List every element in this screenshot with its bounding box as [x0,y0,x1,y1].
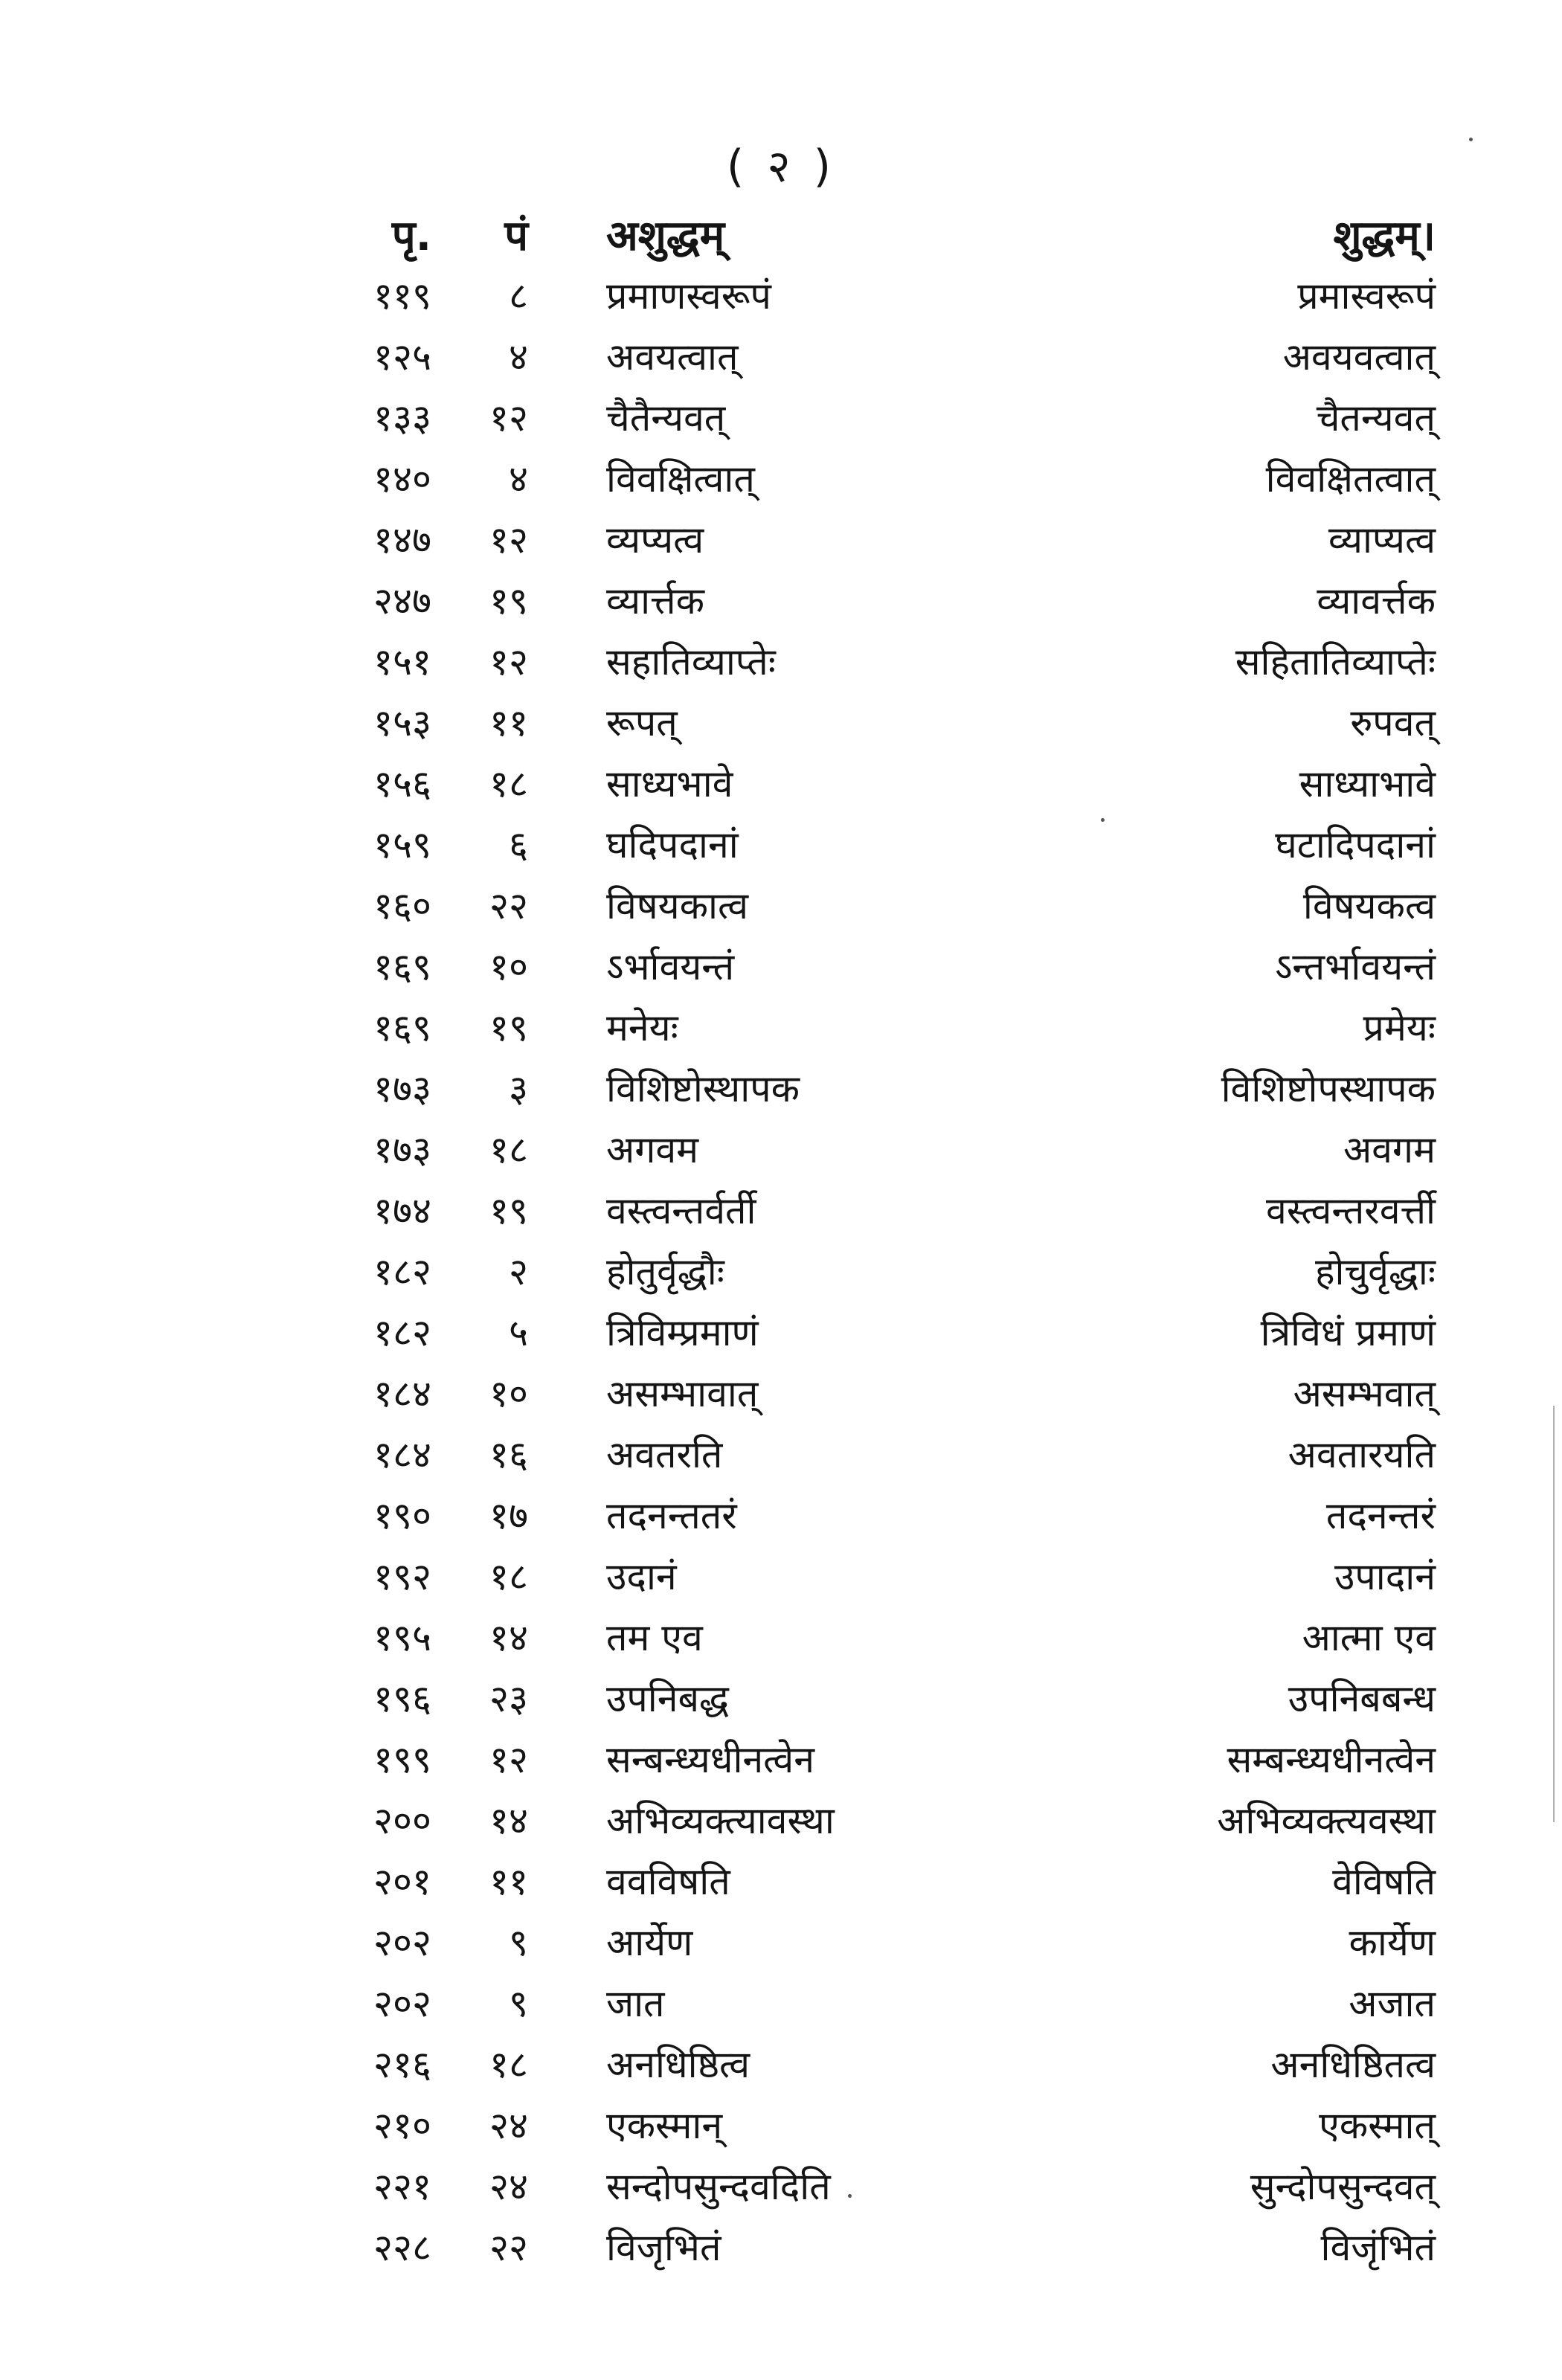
line-number-cell: १० [489,945,528,988]
page-number-cell: १४० [373,457,431,501]
page-number-cell: १९२ [373,1555,431,1598]
header-line: पं [504,212,528,260]
incorrect-reading: होतुर्वृद्धौः [606,1250,724,1293]
line-number-cell: १८ [489,2043,528,2086]
correct-reading: होचुर्वृद्धाः [1314,1250,1436,1293]
page-number-cell: १४७ [373,518,431,562]
line-number-cell: १४ [489,1799,528,1842]
page-number-cell: १७४ [373,1189,431,1232]
line-number-cell: २४ [489,2104,528,2147]
incorrect-reading: प्रमाणस्वरूपं [606,274,771,318]
incorrect-reading: अगवम [606,1128,699,1171]
line-number-cell: ४ [509,335,528,379]
line-number-cell: ९ [509,1982,528,2025]
erratum-row [0,510,1562,570]
correct-reading: विजृंभितं [1320,2226,1436,2269]
page-number-cell: १७३ [373,1067,431,1110]
page-number-cell: २२१ [373,2165,431,2208]
correct-reading: आत्मा एव [1302,1616,1436,1659]
correct-reading: व्यावर्त्तक [1317,579,1436,623]
correct-reading: साध्याभावे [1299,762,1436,805]
erratum-row [0,937,1562,997]
correct-reading: अवयवत्वात् [1282,335,1436,379]
erratum-row [0,876,1562,936]
correct-reading: उपादानं [1334,1555,1436,1598]
correct-reading: असम्भवात् [1293,1372,1436,1415]
erratum-row [0,266,1562,326]
line-number-cell: १६ [489,1433,528,1476]
correct-reading: प्रमास्वरूपं [1297,274,1436,318]
incorrect-reading: विषयकात्व [606,884,749,927]
incorrect-reading: चैतैन्यवत् [606,396,726,440]
incorrect-reading: वस्त्वन्तर्वर्ती [606,1189,756,1232]
correct-reading: ऽन्तर्भावयन्तं [1274,945,1436,988]
correct-reading: वेविषति [1332,1860,1436,1903]
erratum-row [0,1120,1562,1180]
line-number-cell: ६ [509,823,528,866]
scan-edge-mark [1553,1406,1555,1822]
correct-reading: घटादिपदानां [1275,823,1436,866]
incorrect-reading: उदानं [606,1555,677,1598]
incorrect-reading: जात [606,1982,665,2025]
line-number-cell: १२ [489,518,528,562]
page-number-cell: १६० [373,884,431,927]
page-number-cell: १८२ [373,1250,431,1293]
header-incorrect: अशुद्धम् [606,212,725,260]
page-number: ( २ ) [726,141,836,193]
line-number-cell: ४ [509,457,528,501]
erratum-row [0,1608,1562,1667]
incorrect-reading: अवतरति [606,1433,723,1476]
line-number-cell: १० [489,1372,528,1415]
line-number-cell: २२ [489,884,528,927]
erratum-row [0,1486,1562,1546]
incorrect-reading: सन्बन्ध्यधीनत्वेन [606,1738,814,1781]
errata-header-row [0,207,1562,266]
correct-reading: एकस्मात् [1319,2104,1436,2147]
line-number-cell: ८ [509,274,528,318]
line-number-cell: २४ [489,2165,528,2208]
incorrect-reading: विजृभितं [606,2226,721,2269]
incorrect-reading: एकस्मान् [606,2104,723,2147]
correct-reading: कार्येण [1349,1921,1436,1964]
line-number-cell: १९ [489,1189,528,1232]
incorrect-reading: साध्यभावे [606,762,733,805]
incorrect-reading: उपनिबद्ध [606,1677,729,1720]
line-number-cell: १८ [489,1555,528,1598]
line-number-cell: १९ [489,1006,528,1049]
line-number-cell: २२ [489,2226,528,2269]
erratum-row [0,2218,1562,2277]
scan-speck [1469,138,1473,141]
line-number-cell: ११ [489,1860,528,1903]
scan-speck [848,2194,852,2198]
page-number-cell: १९५ [373,1616,431,1659]
correct-reading: तदनन्तरं [1325,1494,1436,1537]
erratum-row [0,632,1562,692]
correct-reading: अवगम [1343,1128,1436,1171]
erratum-row [0,1791,1562,1850]
incorrect-reading: ऽर्भावयन्तं [606,945,735,988]
incorrect-reading: आर्येण [606,1921,693,1964]
erratum-row [0,1242,1562,1302]
correct-reading: वस्त्वन्तरवर्त्ती [1266,1189,1436,1232]
erratum-row [0,571,1562,631]
correct-reading: विशिष्टोपस्थापक [1221,1067,1436,1110]
line-number-cell: २ [509,1250,528,1293]
page-number-cell: १६९ [373,945,431,988]
page-number-cell: २१६ [373,2043,431,2086]
correct-reading: अवतारयति [1288,1433,1436,1476]
correct-reading: अभिव्यक्त्यवस्था [1217,1799,1436,1842]
line-number-cell: १२ [489,1738,528,1781]
page-number-cell: १९९ [373,1738,431,1781]
page-number-cell: ११९ [373,274,431,318]
erratum-row [0,1364,1562,1424]
correct-reading: रुपवत् [1350,701,1436,744]
erratum-row [0,1974,1562,2033]
page-number-cell: १८४ [373,1433,431,1476]
correct-reading: सुन्दोपसुन्दवत् [1250,2165,1436,2208]
page-number-cell: १८२ [373,1311,431,1354]
correct-reading: व्याप्यत्व [1328,518,1436,562]
incorrect-reading: विवक्षित्वात् [606,457,755,501]
erratum-row [0,1913,1562,1972]
page-number-cell: २२८ [373,2226,431,2269]
page-number-cell: १९६ [373,1677,431,1720]
incorrect-reading: सन्दोपसुन्दवदिति [606,2165,831,2208]
scan-speck [1101,818,1105,822]
page-number-cell: १८४ [373,1372,431,1415]
erratum-row [0,1059,1562,1119]
incorrect-reading: अवयत्वात् [606,335,739,379]
incorrect-reading: अनधिष्ठित्व [606,2043,751,2086]
incorrect-reading: तदनन्ततरं [606,1494,737,1537]
incorrect-reading: रूपत् [606,701,678,744]
line-number-cell: ११ [489,701,528,744]
page-number-cell: २०२ [373,1982,431,2025]
line-number-cell: १२ [489,640,528,684]
line-number-cell: २३ [489,1677,528,1720]
erratum-row [0,1730,1562,1789]
erratum-row [0,754,1562,814]
erratum-row [0,1425,1562,1485]
line-number-cell: ३ [509,1067,528,1110]
erratum-row [0,449,1562,509]
erratum-row [0,998,1562,1058]
page-number-cell: १३३ [373,396,431,440]
incorrect-reading: त्रिविम्प्रमाणं [606,1311,759,1354]
erratum-row [0,1852,1562,1911]
line-number-cell: १२ [489,396,528,440]
page-number-cell: १९० [373,1494,431,1537]
correct-reading: अनधिष्ठितत्व [1270,2043,1436,2086]
page-number-cell: २०१ [373,1860,431,1903]
erratum-row [0,2157,1562,2216]
erratum-row [0,2035,1562,2094]
page-number-cell: १२५ [373,335,431,379]
page-number-cell: १५९ [373,823,431,866]
correct-reading: प्रमेयः [1363,1006,1436,1049]
incorrect-reading: असम्भावात् [606,1372,759,1415]
erratum-row [0,1181,1562,1241]
incorrect-reading: सहातिव्याप्तेः [606,640,776,684]
page-number-cell: २०२ [373,1921,431,1964]
header-correct: शुद्धम्। [1333,212,1436,260]
incorrect-reading: तम एव [606,1616,703,1659]
page-number-cell: १५३ [373,701,431,744]
erratum-row [0,693,1562,753]
line-number-cell: १४ [489,1616,528,1659]
page-number-cell: १५१ [373,640,431,684]
correct-reading: त्रिविधं प्रमाणं [1260,1311,1436,1354]
page-number-cell: २१० [373,2104,431,2147]
page-number-cell: १७३ [373,1128,431,1171]
line-number-cell: १८ [489,762,528,805]
incorrect-reading: घदिपदानां [606,823,739,866]
page-number-cell: १५६ [373,762,431,805]
incorrect-reading: अभिव्यक्त्यावस्था [606,1799,835,1842]
line-number-cell: १८ [489,1128,528,1171]
correct-reading: विषयकत्व [1302,884,1436,927]
erratum-row [0,815,1562,875]
erratum-row [0,1669,1562,1728]
line-number-cell: ९ [509,1921,528,1964]
incorrect-reading: विशिष्टोस्थापक [606,1067,800,1110]
correct-reading: उपनिबबन्ध [1288,1677,1436,1720]
line-number-cell: १७ [489,1494,528,1537]
erratum-row [0,327,1562,387]
incorrect-reading: ववविषति [606,1860,730,1903]
page-number-cell: २४७ [373,579,431,623]
erratum-row [0,2096,1562,2155]
erratum-row [0,1303,1562,1363]
page-number-cell: १६९ [373,1006,431,1049]
correct-reading: विवक्षितत्वात् [1265,457,1436,501]
correct-reading: सम्बन्ध्यधीनत्वेन [1227,1738,1436,1781]
erratum-row [0,1547,1562,1606]
incorrect-reading: व्यार्त्तक [606,579,704,623]
correct-reading: चैतन्यवत् [1316,396,1436,440]
erratum-row [0,388,1562,448]
header-page: पृ. [391,212,431,260]
page-number-cell: २०० [373,1799,431,1842]
incorrect-reading: व्यप्यत्व [606,518,704,562]
incorrect-reading: मनेयः [606,1006,678,1049]
correct-reading: सहितातिव्याप्तेः [1235,640,1436,684]
line-number-cell: १९ [489,579,528,623]
line-number-cell: ५ [509,1311,528,1354]
correct-reading: अजात [1349,1982,1436,2025]
